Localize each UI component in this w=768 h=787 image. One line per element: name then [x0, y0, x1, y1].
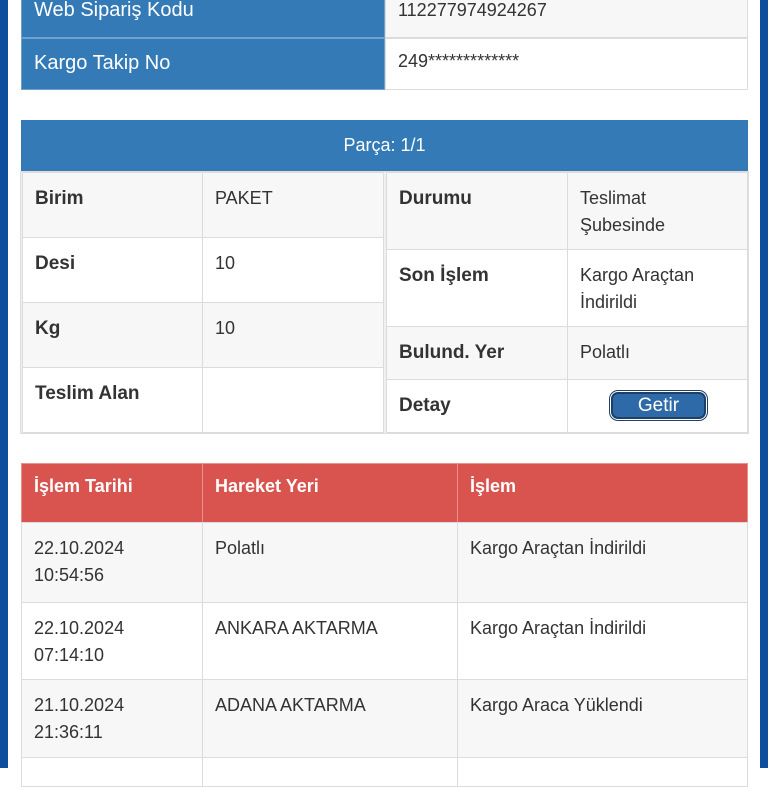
frame-border-left: [0, 0, 8, 768]
desi-label: Desi: [22, 237, 203, 303]
last-action-label: Son İşlem: [386, 249, 568, 327]
last-action-value: Kargo Araçtan İndirildi: [567, 249, 748, 327]
getir-button[interactable]: Getir: [611, 392, 706, 419]
header-date: İşlem Tarihi: [21, 463, 203, 523]
status-value: Teslimat Şubesinde: [567, 172, 748, 250]
time-text: 10:54:56: [34, 565, 105, 585]
date-text: 22.10.2024: [34, 538, 125, 558]
date-text: 21.10.2024: [34, 695, 125, 715]
location-label: Bulund. Yer: [386, 326, 568, 380]
action-cell: Kargo Araçtan İndirildi: [457, 602, 748, 680]
tracking-no-label: Kargo Takip No: [21, 38, 385, 90]
place-cell: ANKARA AKTARMA: [202, 602, 458, 680]
date-text: 22.10.2024: [34, 618, 125, 638]
receiver-label: Teslim Alan: [22, 367, 203, 433]
desi-value: 10: [202, 237, 384, 303]
unit-label: Birim: [22, 172, 203, 238]
order-code-value: 112277974924267: [385, 0, 748, 38]
date-cell: [21, 522, 203, 603]
action-cell: Kargo Araçtan İndirildi: [457, 522, 748, 603]
place-cell: Polatlı: [202, 522, 458, 603]
detail-label: Detay: [386, 379, 568, 433]
location-value: Polatlı: [567, 326, 748, 380]
kg-value: 10: [202, 302, 384, 368]
piece-title: Parça: 1/1: [21, 120, 748, 171]
date-cell: [21, 602, 203, 680]
date-cell: [21, 679, 203, 758]
unit-value: PAKET: [202, 172, 384, 238]
header-place: Hareket Yeri: [202, 463, 458, 523]
status-label: Durumu: [386, 172, 568, 250]
receiver-value: [202, 367, 384, 433]
time-text: 21:36:11: [34, 722, 103, 742]
frame-border-right: [760, 0, 768, 768]
kg-label: Kg: [22, 302, 203, 368]
place-cell: ADANA AKTARMA: [202, 679, 458, 758]
tracking-no-value: 249*************: [385, 38, 748, 90]
order-code-label: Web Sipariş Kodu: [21, 0, 385, 38]
header-action: İşlem: [457, 463, 748, 523]
action-cell: Kargo Araca Yüklendi: [457, 679, 748, 758]
detail-cell: [567, 379, 748, 433]
time-text: 07:14:10: [34, 645, 105, 665]
